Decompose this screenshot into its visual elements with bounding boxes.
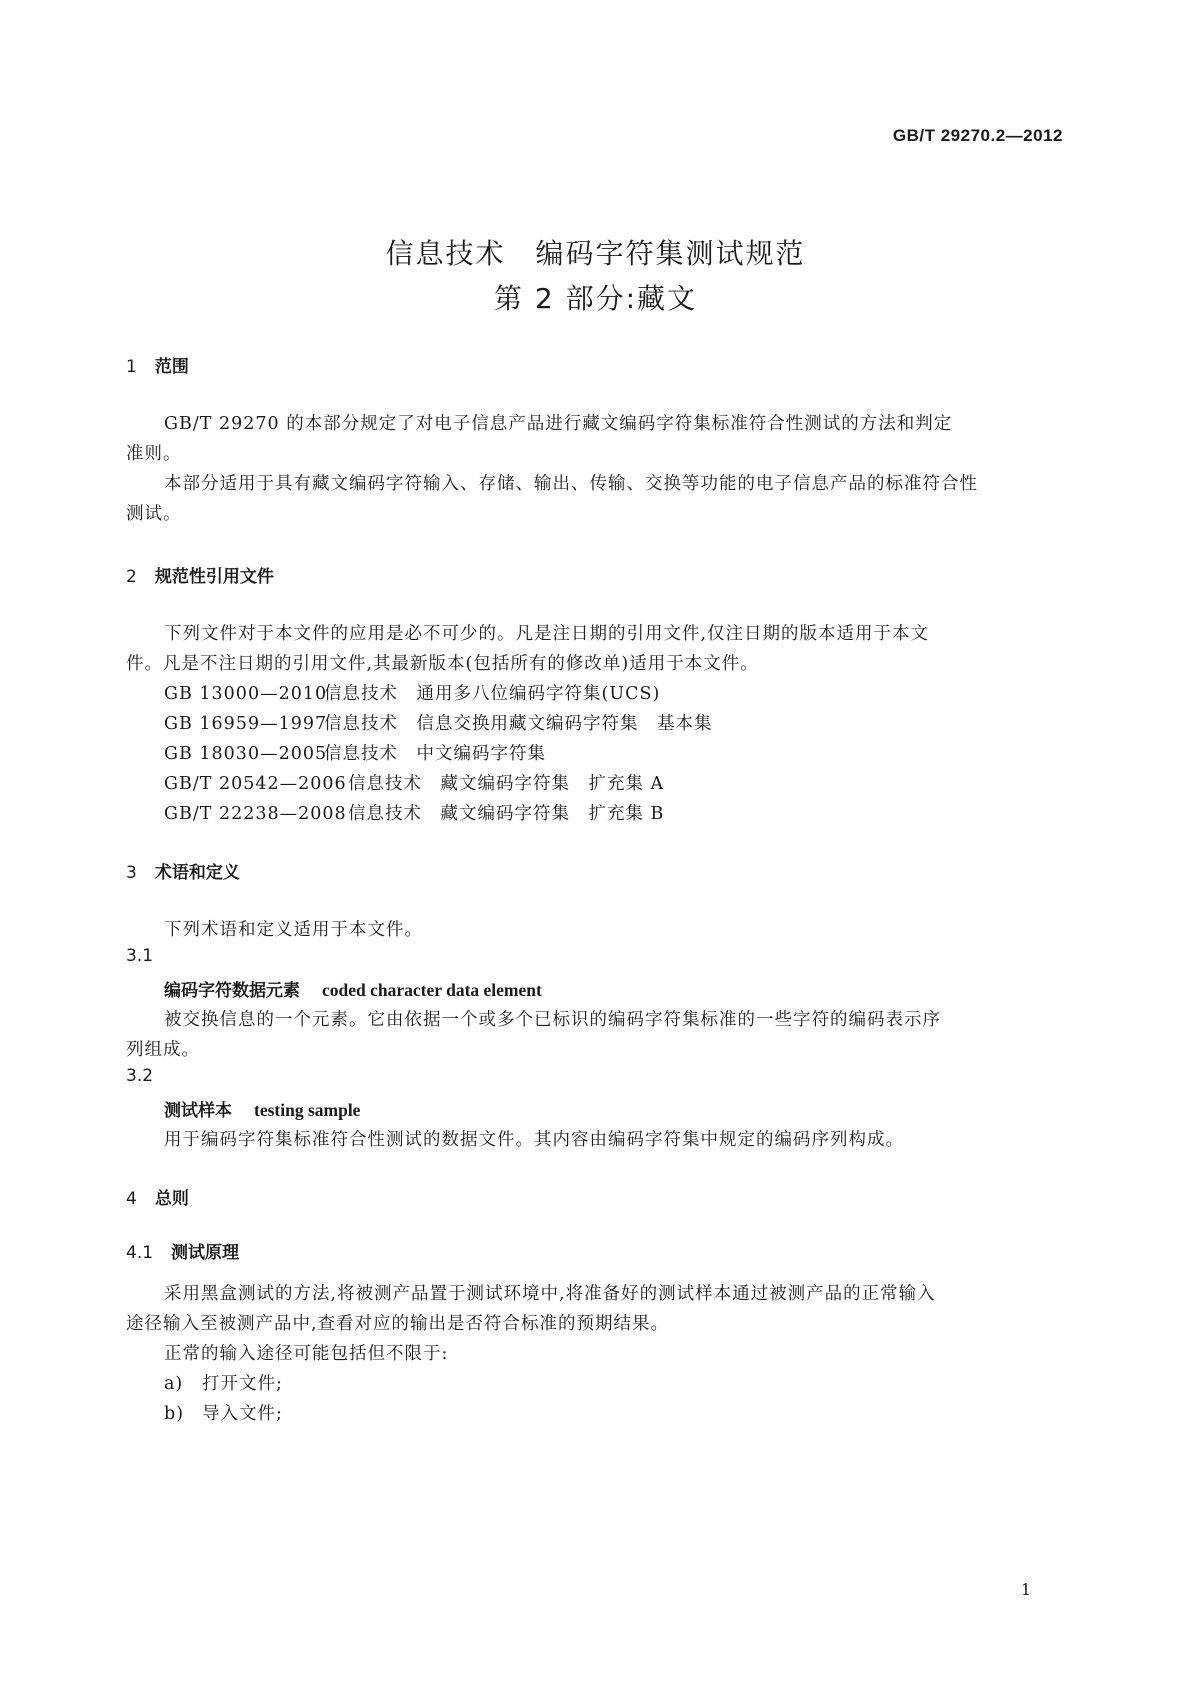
reference-title: 信息技术 藏文编码字符集 扩充集 B xyxy=(348,804,665,824)
reference-title: 信息技术 藏文编码字符集 扩充集 A xyxy=(348,774,665,794)
reference-item xyxy=(164,680,660,705)
paragraph: 正常的输入途径可能包括但不限于: xyxy=(164,1344,449,1364)
reference-item xyxy=(164,740,546,765)
standard-number: GB/T 29270.2—2012 xyxy=(892,126,1063,145)
section-number: 4 xyxy=(126,1189,137,1209)
paragraph: 测试。 xyxy=(126,504,182,524)
reference-title: 信息技术 信息交换用藏文编码字符集 基本集 xyxy=(324,714,713,734)
term-heading xyxy=(164,976,542,1001)
section-number: 1 xyxy=(126,357,137,377)
term-definition: 列组成。 xyxy=(126,1040,200,1060)
reference-code: GB 18030—2005 xyxy=(164,744,328,764)
reference-code: GB 13000—2010 xyxy=(164,684,328,704)
section-2-heading xyxy=(126,562,274,587)
term-english: testing sample xyxy=(254,1100,361,1120)
list-item xyxy=(164,1400,283,1425)
reference-item xyxy=(164,770,664,795)
term-english: coded character data element xyxy=(322,980,542,1000)
list-marker: a) xyxy=(164,1374,184,1394)
section-title: 范围 xyxy=(154,357,189,377)
paragraph: 途径输入至被测产品中,查看对应的输出是否符合标准的预期结果。 xyxy=(126,1314,670,1334)
term-heading xyxy=(164,1096,360,1121)
section-3-heading xyxy=(126,858,240,883)
section-title: 总则 xyxy=(154,1189,189,1209)
term-number: 3.1 xyxy=(126,946,154,966)
paragraph: GB/T 29270 的本部分规定了对电子信息产品进行藏文编码字符集标准符合性测试的方法和判定 xyxy=(164,414,953,434)
section-number: 3 xyxy=(126,863,137,883)
reference-code: GB/T 22238—2008 xyxy=(164,804,347,824)
reference-title: 信息技术 中文编码字符集 xyxy=(324,744,546,764)
list-marker: b) xyxy=(164,1404,185,1424)
reference-item xyxy=(164,710,713,735)
paragraph: 采用黑盒测试的方法,将被测产品置于测试环境中,将准备好的测试样本通过被测产品的正常输入 xyxy=(164,1284,936,1304)
document-subtitle: 第 2 部分:藏文 xyxy=(493,282,698,315)
subsection-title: 测试原理 xyxy=(171,1243,240,1263)
section-4-heading xyxy=(126,1184,189,1209)
term-chinese: 编码字符数据元素 xyxy=(164,981,300,1001)
section-title: 术语和定义 xyxy=(154,863,240,883)
paragraph: 本部分适用于具有藏文编码字符输入、存储、输出、传输、交换等功能的电子信息产品的标准符合性 xyxy=(164,474,978,494)
term-chinese: 测试样本 xyxy=(164,1101,232,1121)
reference-title: 信息技术 通用多八位编码字符集(UCS) xyxy=(324,684,661,704)
list-text: 导入文件; xyxy=(202,1404,283,1424)
term-definition: 用于编码字符集标准符合性测试的数据文件。其内容由编码字符集中规定的编码序列构成。 xyxy=(164,1130,904,1150)
list-item xyxy=(164,1370,283,1395)
reference-item xyxy=(164,800,664,825)
term-number: 3.2 xyxy=(126,1066,154,1086)
section-title: 规范性引用文件 xyxy=(154,567,274,587)
page-number: 1 xyxy=(1020,1580,1031,1599)
paragraph: 下列文件对于本文件的应用是必不可少的。凡是注日期的引用文件,仅注日期的版本适用于本文 xyxy=(164,624,930,644)
paragraph: 准则。 xyxy=(126,444,182,464)
document-title: 信息技术 编码字符集测试规范 xyxy=(385,237,806,270)
reference-code: GB 16959—1997 xyxy=(164,714,328,734)
paragraph: 下列术语和定义适用于本文件。 xyxy=(164,920,423,940)
list-text: 打开文件; xyxy=(202,1374,283,1394)
subsection-4-1-heading xyxy=(126,1238,239,1263)
section-number: 2 xyxy=(126,567,137,587)
reference-code: GB/T 20542—2006 xyxy=(164,774,347,794)
section-1-heading xyxy=(126,352,189,377)
paragraph: 件。凡是不注日期的引用文件,其最新版本(包括所有的修改单)适用于本文件。 xyxy=(126,654,759,674)
term-definition: 被交换信息的一个元素。它由依据一个或多个已标识的编码字符集标准的一些字符的编码表示序 xyxy=(164,1010,941,1030)
subsection-number: 4.1 xyxy=(126,1243,154,1263)
